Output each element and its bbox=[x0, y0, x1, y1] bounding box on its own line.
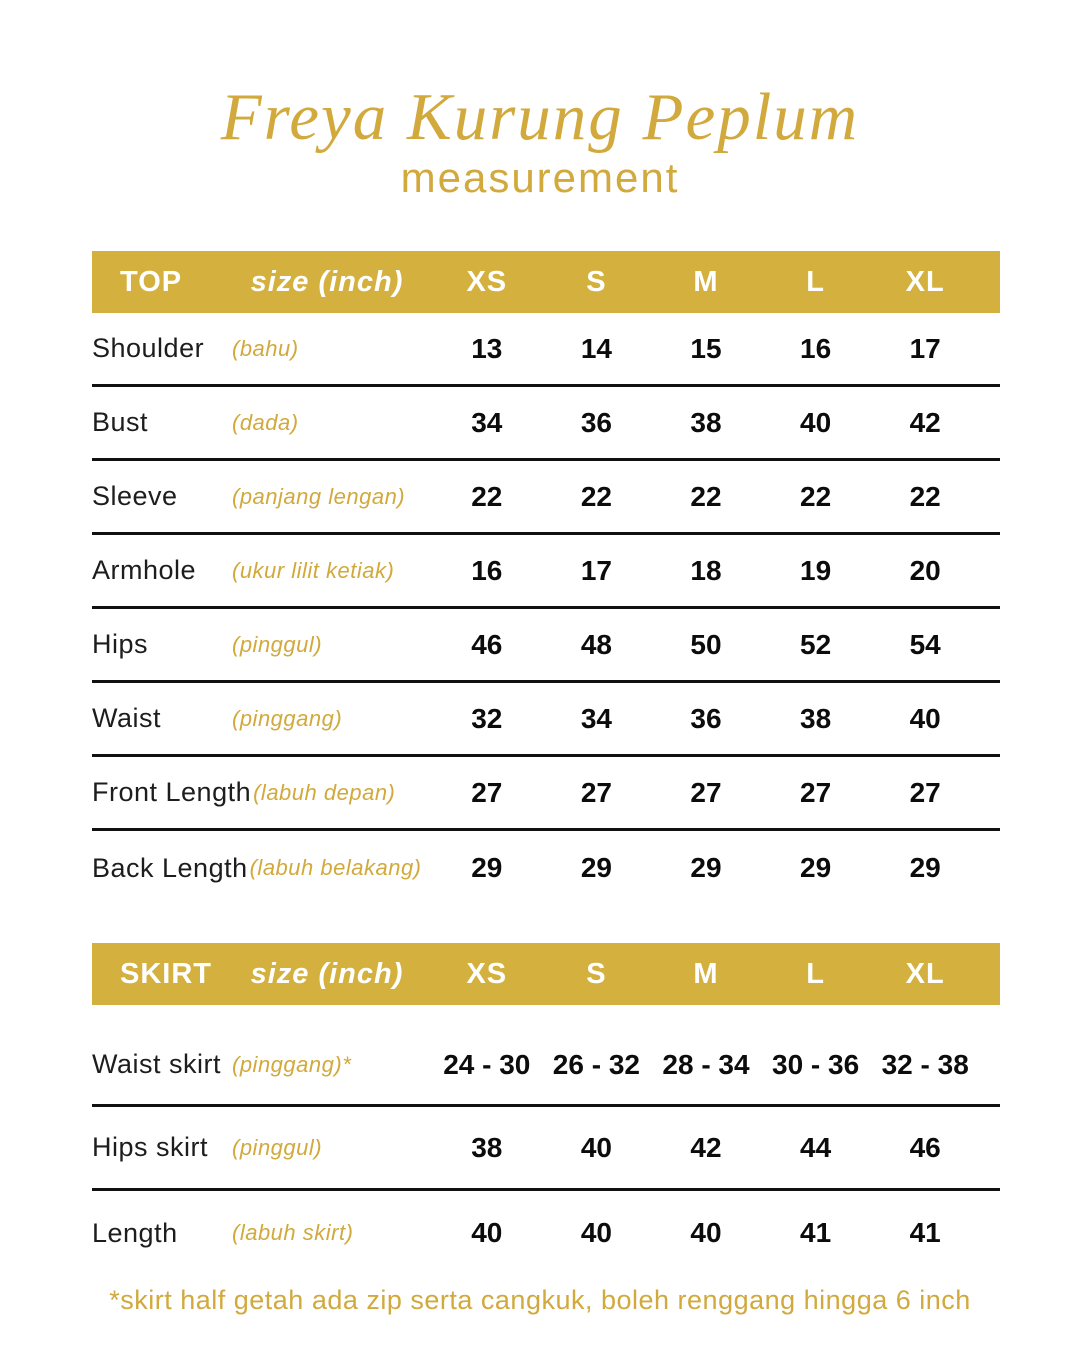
table-row bbox=[92, 1107, 1000, 1191]
row-translation: (labuh depan) bbox=[253, 779, 396, 805]
row-translation: (panjang lengan) bbox=[232, 483, 406, 509]
row-label-cell bbox=[92, 629, 432, 660]
size-column-l: L bbox=[806, 265, 825, 298]
size-value-cell: 16 bbox=[471, 554, 503, 586]
size-value-cell: 40 bbox=[909, 702, 941, 734]
size-value-cell: 13 bbox=[471, 332, 503, 364]
row-label: Armhole bbox=[92, 555, 197, 586]
size-value-cell: 16 bbox=[800, 332, 832, 364]
size-value-cell: 20 bbox=[909, 554, 941, 586]
size-value-cell: 40 bbox=[580, 1217, 612, 1249]
size-value-cell: 34 bbox=[471, 406, 503, 438]
top-table-title: TOP bbox=[120, 265, 183, 298]
size-value-cell: 22 bbox=[690, 480, 722, 512]
row-translation: (labuh skirt) bbox=[232, 1220, 354, 1246]
row-label-cell bbox=[92, 555, 432, 586]
size-value-cell: 36 bbox=[580, 406, 612, 438]
size-value-cell: 26 - 32 bbox=[552, 1048, 640, 1080]
size-value-cell: 14 bbox=[580, 332, 612, 364]
size-value-cell: 48 bbox=[580, 628, 612, 660]
table-row bbox=[92, 1005, 1000, 1107]
size-unit-label: size (inch) bbox=[250, 265, 404, 298]
size-value-cell: 40 bbox=[580, 1131, 612, 1163]
row-translation: (bahu) bbox=[232, 335, 299, 361]
top-header-label-cell bbox=[92, 266, 432, 299]
row-translation: (pinggang) bbox=[232, 705, 343, 731]
size-column-xs: XS bbox=[466, 957, 508, 990]
size-column-xl: XL bbox=[905, 957, 945, 990]
size-value-cell: 27 bbox=[909, 776, 941, 808]
size-value-cell: 27 bbox=[471, 776, 503, 808]
table-row bbox=[92, 757, 1000, 831]
size-value-cell: 28 - 34 bbox=[662, 1048, 750, 1080]
size-value-cell: 38 bbox=[471, 1131, 503, 1163]
top-table-header bbox=[92, 251, 1000, 313]
top-table-rows bbox=[92, 313, 1000, 905]
size-value-cell: 15 bbox=[690, 332, 722, 364]
size-value-cell: 22 bbox=[580, 480, 612, 512]
row-translation: (pinggul) bbox=[232, 631, 323, 657]
size-value-cell: 17 bbox=[580, 554, 612, 586]
table-row bbox=[92, 535, 1000, 609]
row-label: Waist bbox=[92, 703, 161, 734]
table-row bbox=[92, 1191, 1000, 1275]
row-label-cell bbox=[92, 777, 432, 808]
size-value-cell: 22 bbox=[800, 480, 832, 512]
size-value-cell: 27 bbox=[690, 776, 722, 808]
row-label: Back Length bbox=[92, 852, 248, 883]
size-column-s: S bbox=[586, 957, 607, 990]
size-value-cell: 42 bbox=[690, 1131, 722, 1163]
size-value-cell: 36 bbox=[690, 702, 722, 734]
table-row bbox=[92, 461, 1000, 535]
table-row bbox=[92, 831, 1000, 905]
row-label: Hips skirt bbox=[92, 1132, 209, 1163]
size-value-cell: 41 bbox=[800, 1217, 832, 1249]
row-translation: (ukur lilit ketiak) bbox=[232, 557, 395, 583]
size-value-cell: 38 bbox=[800, 702, 832, 734]
row-label: Length bbox=[92, 1217, 178, 1248]
size-value-cell: 40 bbox=[800, 406, 832, 438]
size-value-cell: 22 bbox=[471, 480, 503, 512]
size-value-cell: 29 bbox=[690, 852, 722, 884]
skirt-size-table bbox=[92, 943, 1000, 1275]
row-translation: (labuh belakang) bbox=[249, 855, 422, 881]
size-value-cell: 29 bbox=[580, 852, 612, 884]
row-label-cell bbox=[92, 703, 432, 734]
size-value-cell: 29 bbox=[471, 852, 503, 884]
size-value-cell: 32 bbox=[471, 702, 503, 734]
size-value-cell: 22 bbox=[909, 480, 941, 512]
skirt-table-header bbox=[92, 943, 1000, 1005]
size-value-cell: 17 bbox=[909, 332, 941, 364]
table-row bbox=[92, 683, 1000, 757]
size-value-cell: 44 bbox=[800, 1131, 832, 1163]
size-value-cell: 34 bbox=[580, 702, 612, 734]
size-value-cell: 40 bbox=[471, 1217, 503, 1249]
product-title: Freya Kurung Peplum bbox=[220, 80, 860, 154]
table-row bbox=[92, 609, 1000, 683]
row-label-cell bbox=[92, 1132, 432, 1163]
size-value-cell: 29 bbox=[909, 852, 941, 884]
size-value-cell: 24 - 30 bbox=[443, 1048, 531, 1080]
size-value-cell: 27 bbox=[800, 776, 832, 808]
size-value-cell: 46 bbox=[471, 628, 503, 660]
size-value-cell: 29 bbox=[800, 852, 832, 884]
table-row bbox=[92, 387, 1000, 461]
size-value-cell: 32 - 38 bbox=[881, 1048, 969, 1080]
size-value-cell: 18 bbox=[690, 554, 722, 586]
size-value-cell: 38 bbox=[690, 406, 722, 438]
size-value-cell: 30 - 36 bbox=[772, 1048, 860, 1080]
skirt-table-rows bbox=[92, 1005, 1000, 1275]
size-unit-label: size (inch) bbox=[250, 957, 404, 990]
table-row bbox=[92, 313, 1000, 387]
skirt-header-label-cell bbox=[92, 958, 432, 991]
row-translation: (pinggang)* bbox=[232, 1051, 352, 1077]
size-column-l: L bbox=[806, 957, 825, 990]
row-label: Hips bbox=[92, 629, 149, 660]
size-value-cell: 50 bbox=[690, 628, 722, 660]
row-label: Waist skirt bbox=[92, 1049, 221, 1080]
size-value-cell: 54 bbox=[909, 628, 941, 660]
row-label: Front Length bbox=[92, 777, 252, 808]
row-label-cell bbox=[92, 407, 432, 438]
size-column-xl: XL bbox=[905, 265, 945, 298]
size-column-m: M bbox=[693, 957, 719, 990]
row-label: Shoulder bbox=[92, 333, 205, 364]
size-column-s: S bbox=[586, 265, 607, 298]
size-value-cell: 42 bbox=[909, 406, 941, 438]
top-size-table bbox=[92, 251, 1000, 905]
size-value-cell: 27 bbox=[580, 776, 612, 808]
skirt-footnote: *skirt half getah ada zip serta cangkuk, boleh renggang hingga 6 inch bbox=[109, 1285, 971, 1316]
row-label-cell bbox=[92, 481, 432, 512]
row-label-cell bbox=[92, 1218, 432, 1249]
skirt-table-title: SKIRT bbox=[120, 957, 212, 990]
size-value-cell: 40 bbox=[690, 1217, 722, 1249]
row-label: Sleeve bbox=[92, 481, 178, 512]
measurement-label: measurement bbox=[400, 154, 680, 201]
row-translation: (dada) bbox=[232, 409, 299, 435]
size-column-xs: XS bbox=[466, 265, 508, 298]
row-label-cell bbox=[92, 853, 432, 884]
row-label-cell bbox=[92, 333, 432, 364]
size-value-cell: 52 bbox=[800, 628, 832, 660]
row-translation: (pinggul) bbox=[232, 1134, 323, 1160]
size-value-cell: 19 bbox=[800, 554, 832, 586]
row-label-cell bbox=[92, 1049, 432, 1080]
size-value-cell: 41 bbox=[909, 1217, 941, 1249]
size-value-cell: 46 bbox=[909, 1131, 941, 1163]
row-label: Bust bbox=[92, 407, 149, 438]
size-column-m: M bbox=[693, 265, 719, 298]
